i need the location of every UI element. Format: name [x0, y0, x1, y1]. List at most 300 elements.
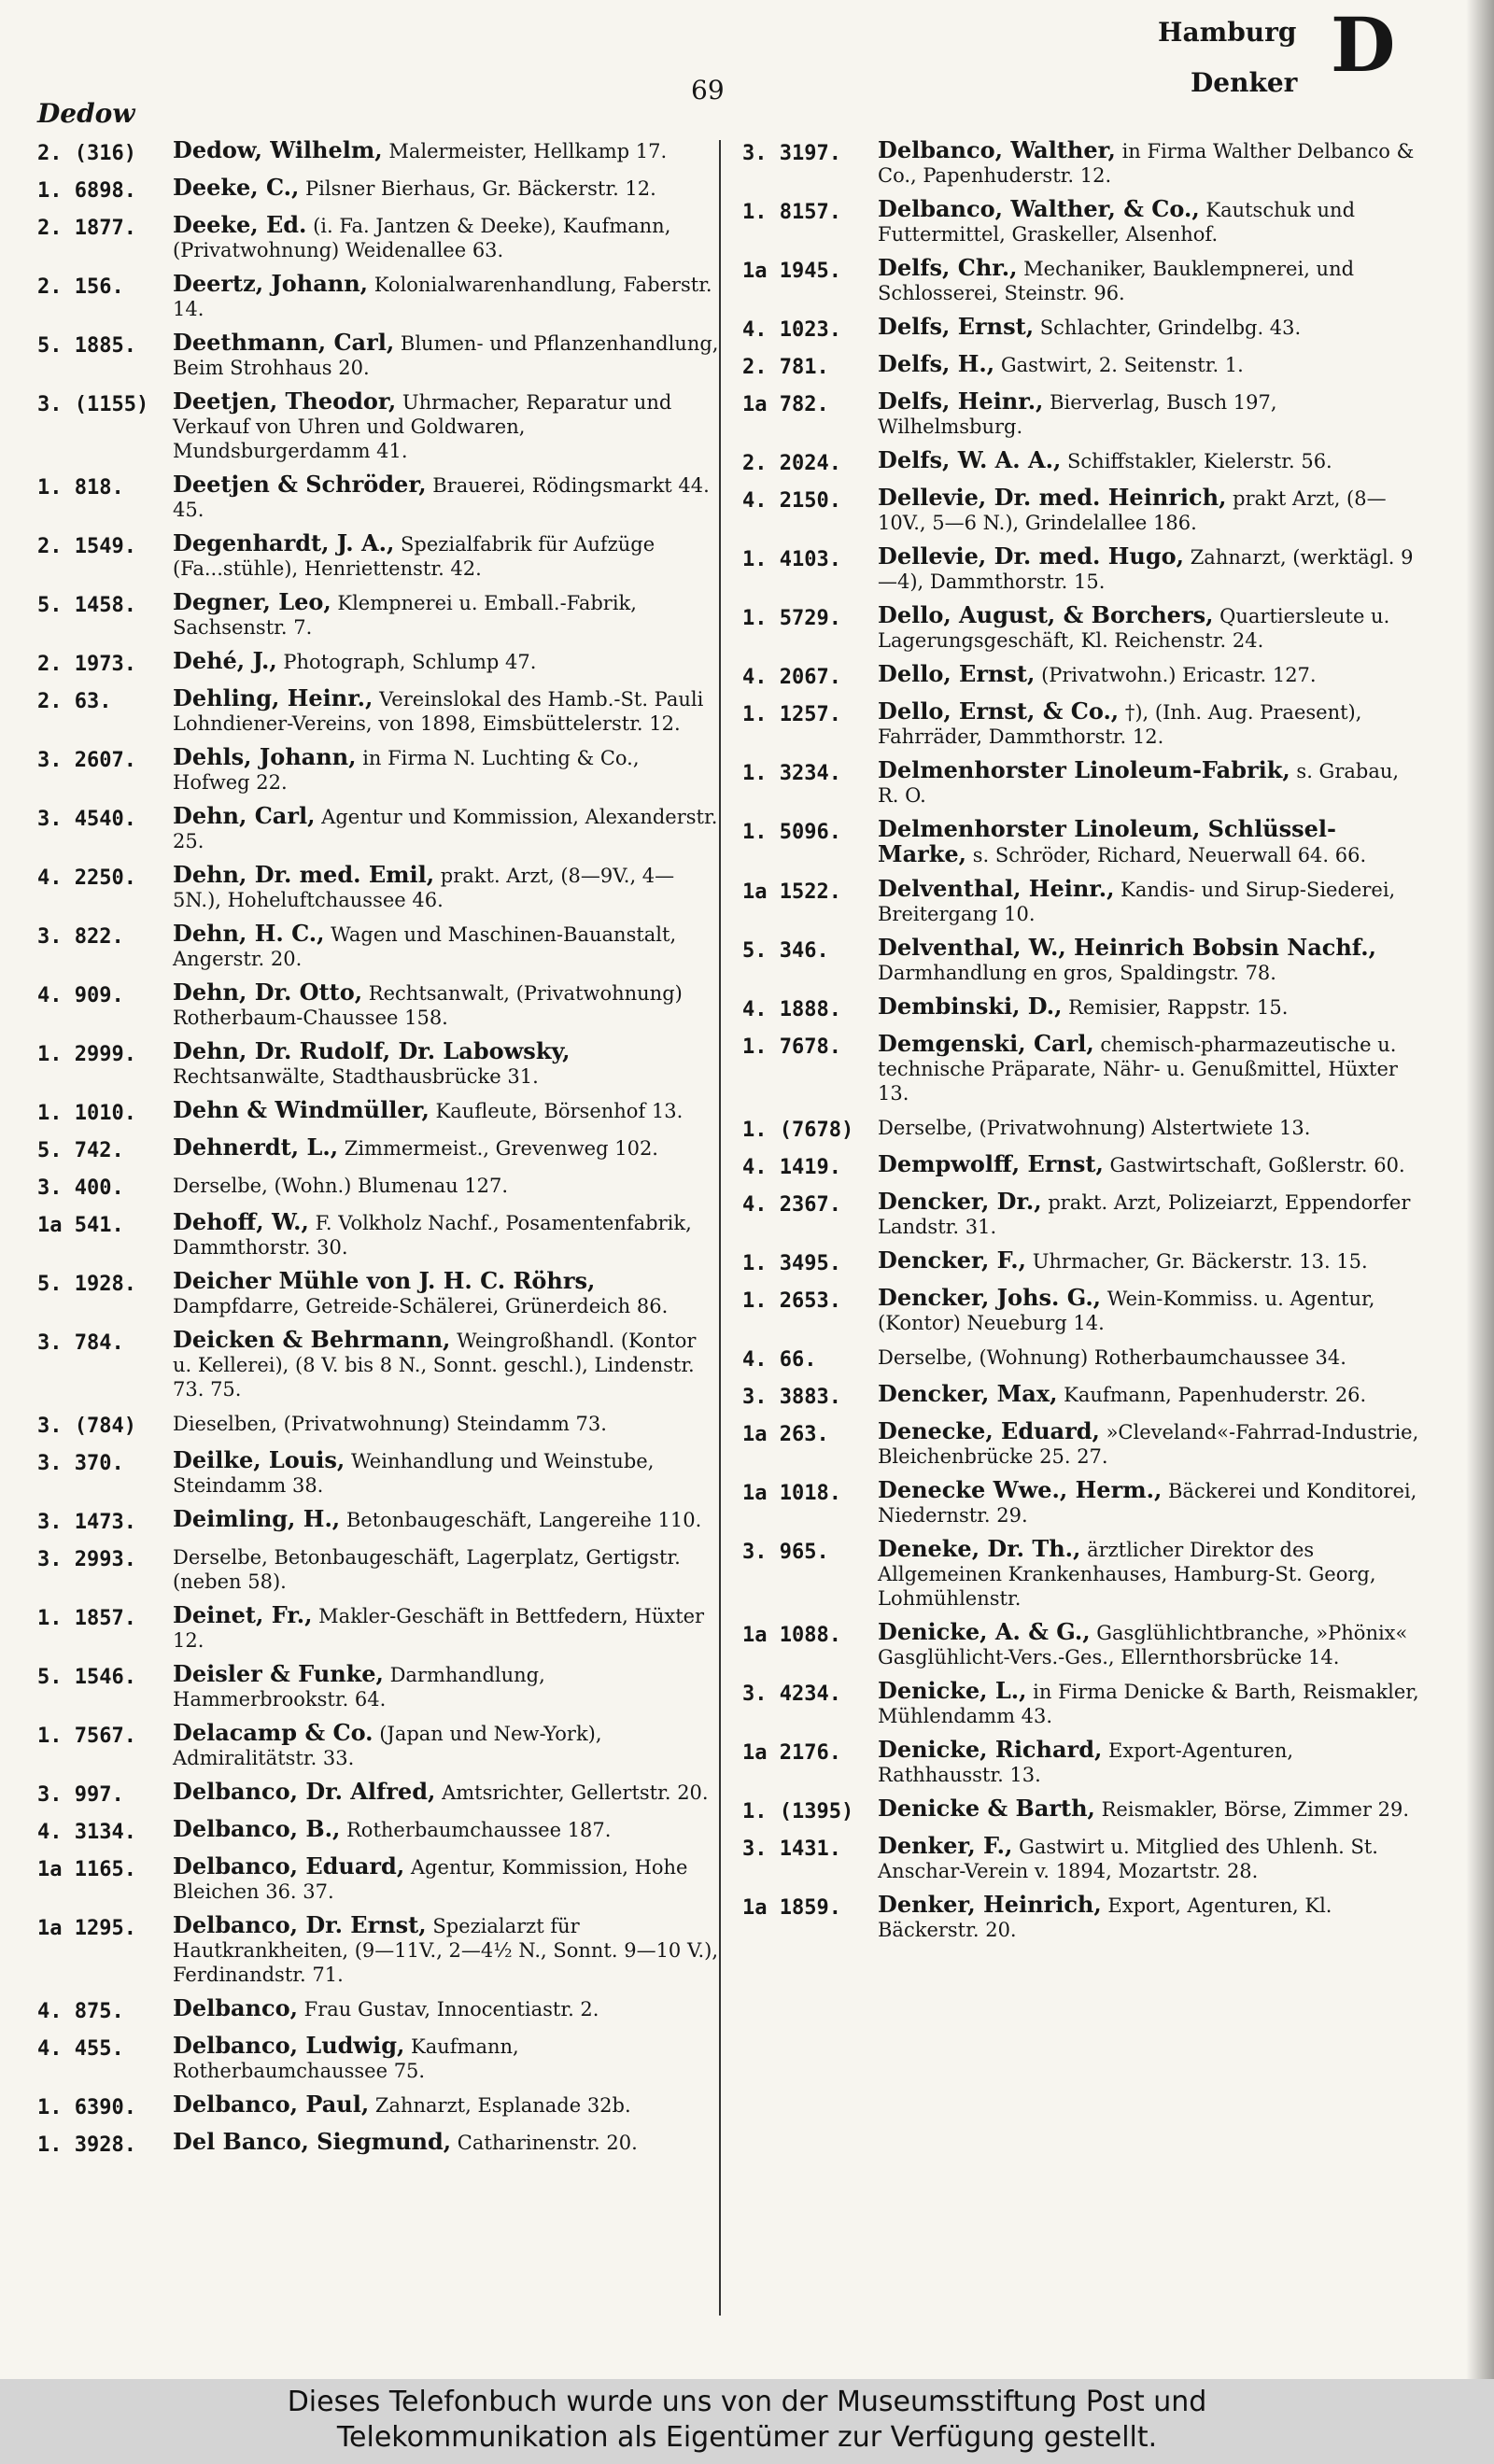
- entry-details: Derselbe, (Privatwohnung) Alstertwiete 13.: [878, 1117, 1311, 1139]
- directory-entry: [37, 1817, 719, 1845]
- directory-entry: [37, 686, 719, 736]
- directory-entry: [742, 256, 1424, 305]
- entry-name: Dehn, Dr. Otto,: [173, 979, 363, 1006]
- entry-text: [878, 1796, 1424, 1824]
- entry-name: Denecke Wwe., Herm.,: [878, 1476, 1163, 1503]
- entry-details: Weinhandlung und Weinstube, Steindamm 38.: [173, 1450, 655, 1497]
- phone-number: 1a 1295.: [37, 1917, 136, 1940]
- directory-entry: [37, 138, 719, 166]
- entry-details: Dieselben, (Privatwohnung) Steindamm 73.: [173, 1413, 607, 1435]
- entry-name: Delbanco, Paul,: [173, 2091, 370, 2118]
- phone-number: 3. 400.: [37, 1176, 124, 1200]
- phone-number: 3. 2607.: [37, 749, 136, 772]
- directory-entry: [37, 1662, 719, 1711]
- entry-text: [878, 1478, 1424, 1528]
- entry-details: Schiffstakler, Kielerstr. 56.: [1067, 450, 1332, 472]
- entry-text: [173, 980, 719, 1030]
- entry-name: Dembinski, D.,: [878, 993, 1063, 1020]
- phone-number: 1. 2999.: [37, 1043, 136, 1066]
- phone-number: 1a 263.: [742, 1423, 829, 1446]
- phone-number: 1. 1257.: [742, 703, 841, 726]
- directory-entry: [742, 1834, 1424, 1883]
- footer-line-2: Telekommunikation als Eigentümer zur Verfügung gestellt.: [336, 2421, 1158, 2454]
- entry-details: Wein-Kommiss. u. Agentur, (Kontor) Neueburg 14.: [878, 1288, 1375, 1334]
- phone-number: 1. 818.: [37, 476, 124, 500]
- entry-details: Pilsner Bierhaus, Gr. Bäckerstr. 12.: [305, 177, 656, 200]
- phone-number: 4. 1888.: [742, 998, 841, 1021]
- entry-name: Dehn, H. C.,: [173, 920, 325, 947]
- entry-text: [173, 1817, 719, 1845]
- entry-text: [878, 197, 1424, 246]
- phone-number: 2. (316): [37, 142, 136, 165]
- footer-line-1: Dieses Telefonbuch wurde uns von der Museumsstiftung Post und: [287, 2386, 1207, 2418]
- entry-name: Delbanco,: [173, 1994, 298, 2021]
- entry-name: Denicke, Richard,: [878, 1736, 1103, 1763]
- page-number: 69: [691, 75, 725, 106]
- entry-details: Remisier, Rappstr. 15.: [1068, 996, 1289, 1019]
- entry-name: Dencker, F.,: [878, 1246, 1026, 1274]
- entry-text: [173, 804, 719, 853]
- entry-text: [878, 1248, 1424, 1276]
- entry-details: †), (Inh. Aug. Praesent), Fahrräder, Dammthorstr. 12.: [878, 701, 1362, 748]
- phone-number: 5. 742.: [37, 1139, 124, 1162]
- directory-entry: [37, 649, 719, 677]
- phone-number: 1. 3928.: [37, 2133, 136, 2157]
- directory-entry: [742, 994, 1424, 1022]
- directory-entry: [37, 331, 719, 380]
- phone-number: 3. 784.: [37, 1331, 124, 1355]
- entry-details: Betonbaugeschäft, Langereihe 110.: [345, 1509, 702, 1531]
- entry-text: [173, 1448, 719, 1498]
- entry-details: Bäckerei und Konditorei, Niedernstr. 29.: [878, 1480, 1417, 1527]
- entry-details: Amtsrichter, Gellertstr. 20.: [442, 1781, 709, 1804]
- entry-details: Quartiersleute u. Lagerungsgeschäft, Kl. Reichenstr. 24.: [878, 605, 1390, 652]
- entry-text: [173, 389, 719, 463]
- entry-name: Deinet, Fr.,: [173, 1601, 313, 1628]
- entry-details: Export-Agenturen, Rathhausstr. 13.: [878, 1739, 1294, 1786]
- entry-name: Deertz, Johann,: [173, 270, 369, 297]
- entry-details: F. Volkholz Nachf., Posamentenfabrik, Dammthorstr. 30.: [173, 1212, 692, 1259]
- phone-number: 1. 2653.: [742, 1289, 841, 1313]
- phone-number: 1. 3234.: [742, 762, 841, 785]
- directory-entry: [742, 1152, 1424, 1180]
- entry-text: [173, 1210, 719, 1260]
- directory-entry: [742, 448, 1424, 476]
- entry-name: Deimling, H.,: [173, 1505, 341, 1532]
- phone-number: 5. 1928.: [37, 1273, 136, 1296]
- entry-details: (Japan und New-York), Admiralitätstr. 33.: [173, 1723, 602, 1769]
- entry-text: [173, 1854, 719, 1904]
- entry-name: Denicke & Barth,: [878, 1795, 1095, 1822]
- entry-details: Rechtsanwälte, Stadthausbrücke 31.: [173, 1065, 539, 1088]
- entry-details: Derselbe, Betonbaugeschäft, Lagerplatz, Gertigstr. (neben 58).: [173, 1546, 681, 1593]
- entry-text: [173, 1913, 719, 1987]
- entry-text: [878, 352, 1424, 380]
- entry-text: [878, 1115, 1424, 1143]
- phone-number: 1. 3495.: [742, 1252, 841, 1275]
- entry-name: Delfs, Heinr.,: [878, 387, 1044, 415]
- directory-entry: [37, 1448, 719, 1498]
- entry-details: Weingroßhandl. (Kontor u. Kellerei), (8 V. bis 8 N., Sonnt. geschl.), Lindenstr. 73. 75.: [173, 1330, 697, 1401]
- phone-number: 1a 1088.: [742, 1624, 841, 1647]
- entry-text: [878, 389, 1424, 439]
- entry-name: Dellevie, Dr. med. Heinrich,: [878, 484, 1227, 511]
- entry-details: Klempnerei u. Emball.-Fabrik, Sachsenstr. 7.: [173, 592, 637, 639]
- directory-entry: [37, 804, 719, 853]
- entry-details: Bierverlag, Busch 197, Wilhelmsburg.: [878, 391, 1277, 438]
- entry-details: s. Schröder, Richard, Neuerwall 64. 66.: [972, 844, 1367, 866]
- entry-text: [173, 863, 719, 912]
- phone-number: 1a 541.: [37, 1214, 124, 1237]
- entry-name: Delmenhorster Linoleum, Schlüssel-Marke,: [878, 815, 1337, 867]
- entry-details: Makler-Geschäft in Bettfedern, Hüxter 12.: [173, 1605, 705, 1652]
- phone-number: 3. 4540.: [37, 808, 136, 831]
- section-letter: D: [1331, 1, 1396, 89]
- entry-details: Darmhandlung, Hammerbrookstr. 64.: [173, 1664, 545, 1711]
- phone-number: 2. 1877.: [37, 217, 136, 240]
- entry-text: [173, 1173, 719, 1201]
- phone-number: 4. 2150.: [742, 489, 841, 513]
- entry-text: [878, 448, 1424, 476]
- entry-name: Degenhardt, J. A.,: [173, 529, 395, 556]
- entry-details: Gasglühlichtbranche, »Phönix« Gasglühlicht-Vers.-Ges., Ellernthorsbrücke 14.: [878, 1622, 1408, 1668]
- entry-name: Deisler & Funke,: [173, 1660, 384, 1687]
- directory-entry: [742, 1893, 1424, 1942]
- phone-number: 3. 822.: [37, 925, 124, 949]
- directory-entry: [37, 980, 719, 1030]
- entry-details: Kandis- und Sirup-Siederei, Breitergang 10.: [878, 879, 1396, 925]
- entry-text: [173, 213, 719, 262]
- phone-number: 5. 1458.: [37, 594, 136, 617]
- directory-entry: [37, 1913, 719, 1987]
- entry-name: Delfs, H.,: [878, 350, 995, 377]
- entry-details: chemisch-pharmazeutische u. technische Präparate, Nähr- u. Genußmittel, Hüxter 13.: [878, 1034, 1398, 1105]
- entry-details: Rotherbaumchaussee 187.: [346, 1819, 612, 1841]
- directory-entry: [742, 389, 1424, 439]
- entry-details: Spezialfabrik für Aufzüge (Fa...stühle), Henriettenstr. 42.: [173, 533, 655, 580]
- phone-number: 5. 1546.: [37, 1666, 136, 1689]
- entry-details: Kaufleute, Börsenhof 13.: [435, 1100, 684, 1122]
- directory-entry: [37, 863, 719, 912]
- entry-name: Denker, Heinrich,: [878, 1891, 1102, 1918]
- page-edge-shadow: [1466, 0, 1494, 2381]
- entry-details: in Firma N. Luchting & Co., Hofweg 22.: [173, 747, 640, 794]
- phone-number: 4. 875.: [37, 2000, 124, 2023]
- directory-entry: [37, 1039, 719, 1089]
- entry-details: Malermeister, Hellkamp 17.: [388, 140, 668, 162]
- entry-text: [173, 2034, 719, 2083]
- entry-details: Agentur und Kommission, Alexanderstr. 25.: [173, 806, 718, 852]
- entry-details: s. Grabau, R. O.: [878, 760, 1400, 807]
- entry-text: [878, 758, 1424, 808]
- entry-text: [173, 138, 719, 166]
- entry-name: Delbanco, Ludwig,: [173, 2032, 405, 2059]
- entry-name: Dedow, Wilhelm,: [173, 136, 383, 163]
- phone-number: 1. 4103.: [742, 548, 841, 571]
- right-guide-word: Denker: [1191, 67, 1298, 98]
- entry-details: Photograph, Schlump 47.: [283, 651, 537, 673]
- entry-text: [878, 1679, 1424, 1728]
- entry-name: Dello, August, & Borchers,: [878, 601, 1214, 628]
- city-heading: Hamburg: [1158, 17, 1297, 48]
- entry-text: [878, 138, 1424, 188]
- entry-text: [878, 936, 1424, 985]
- entry-text: [878, 256, 1424, 305]
- directory-entry: [742, 1419, 1424, 1469]
- entry-name: Delbanco, B.,: [173, 1815, 341, 1842]
- left-guide-word: Dedow: [37, 98, 135, 129]
- phone-number: 3. 4234.: [742, 1683, 841, 1706]
- entry-details: Gastwirtschaft, Goßlerstr. 60.: [1109, 1154, 1405, 1176]
- entry-name: Dello, Ernst,: [878, 660, 1036, 687]
- entry-details: Catharinenstr. 20.: [457, 2132, 638, 2154]
- entry-text: [173, 272, 719, 321]
- entry-name: Deetjen, Theodor,: [173, 387, 397, 415]
- entry-text: [878, 1286, 1424, 1335]
- directory-entry: [742, 315, 1424, 343]
- entry-text: [878, 877, 1424, 926]
- entry-details: (i. Fa. Jantzen & Deeke), Kaufmann, (Privatwohnung) Weidenallee 63.: [173, 215, 671, 261]
- entry-details: Mechaniker, Bauklempnerei, und Schlosserei, Steinstr. 96.: [878, 258, 1355, 304]
- entry-name: Delbanco, Eduard,: [173, 1852, 405, 1880]
- footer-notice: [0, 2379, 1494, 2464]
- entry-name: Dellevie, Dr. med. Hugo,: [878, 542, 1185, 570]
- directory-entry: [37, 745, 719, 795]
- directory-entry: [742, 1537, 1424, 1611]
- entry-name: Dehn, Dr. Rudolf, Dr. Labowsky,: [173, 1037, 571, 1064]
- entry-name: Denicke, L.,: [878, 1677, 1027, 1704]
- entry-details: Agentur, Kommission, Hohe Bleichen 36. 37.: [173, 1856, 688, 1903]
- entry-name: Dempwolff, Ernst,: [878, 1150, 1104, 1177]
- directory-entry: [37, 1411, 719, 1439]
- entry-details: Brauerei, Rödingsmarkt 44. 45.: [173, 474, 710, 521]
- entry-text: [878, 1893, 1424, 1942]
- directory-entry: [37, 2034, 719, 2083]
- entry-name: Dencker, Max,: [878, 1380, 1058, 1407]
- entry-name: Dehé, J.,: [173, 647, 277, 674]
- directory-entry: [37, 922, 719, 971]
- entry-text: [173, 176, 719, 204]
- directory-entry: [742, 1286, 1424, 1335]
- directory-entry: [37, 1603, 719, 1653]
- phone-number: 2. 1549.: [37, 535, 136, 558]
- phone-number: 4. 1023.: [742, 318, 841, 342]
- entry-details: Kolonialwarenhandlung, Faberstr. 14.: [173, 274, 712, 320]
- entry-details: Schlachter, Grindelbg. 43.: [1039, 317, 1302, 339]
- entry-details: Uhrmacher, Gr. Bäckerstr. 13. 15.: [1032, 1250, 1368, 1273]
- entry-name: Deilke, Louis,: [173, 1446, 345, 1473]
- directory-entry: [742, 1738, 1424, 1787]
- entry-name: Dehoff, W.,: [173, 1208, 309, 1235]
- entry-details: Kautschuk und Futtermittel, Graskeller, Alsenhof.: [878, 199, 1356, 246]
- phone-number: 3. 3883.: [742, 1386, 841, 1409]
- directory-entry: [37, 1269, 719, 1318]
- phone-number: 3. (784): [37, 1415, 136, 1438]
- phone-number: 3. 3197.: [742, 142, 841, 165]
- directory-entry: [742, 936, 1424, 985]
- entry-text: [173, 1039, 719, 1089]
- entry-name: Dehnerdt, L.,: [173, 1133, 339, 1161]
- directory-entry: [37, 2130, 719, 2158]
- phone-number: 2. 156.: [37, 275, 124, 299]
- entry-text: [878, 1620, 1424, 1669]
- entry-text: [173, 1098, 719, 1126]
- directory-entry: [742, 1190, 1424, 1239]
- directory-entry: [37, 1135, 719, 1163]
- phone-number: 5. 346.: [742, 939, 829, 963]
- directory-entry: [37, 176, 719, 204]
- entry-name: Delventhal, W., Heinrich Bobsin Nachf.,: [878, 934, 1376, 961]
- entry-details: Spezialarzt für Hautkrankheiten, (9—11V., 2—4½ N., Sonnt. 9—10 V.), Ferdinandstr. 71.: [173, 1915, 719, 1986]
- entry-text: [173, 1328, 719, 1401]
- entry-details: Kaufmann, Papenhuderstr. 26.: [1064, 1384, 1367, 1406]
- phone-number: 1. 1010.: [37, 1102, 136, 1125]
- phone-number: 3. 1473.: [37, 1511, 136, 1534]
- phone-number: 2. 1973.: [37, 653, 136, 676]
- entry-name: Deneke, Dr. Th.,: [878, 1535, 1081, 1562]
- phone-number: 1a 1018.: [742, 1482, 841, 1505]
- entry-name: Deicken & Behrmann,: [173, 1326, 451, 1353]
- entry-text: [173, 1603, 719, 1653]
- entry-text: [878, 544, 1424, 594]
- phone-number: 2. 63.: [37, 690, 112, 713]
- entry-text: [173, 590, 719, 640]
- directory-entry: [37, 213, 719, 262]
- entry-text: [173, 1721, 719, 1770]
- entry-text: [878, 662, 1424, 690]
- entry-name: Delfs, Chr.,: [878, 254, 1018, 281]
- entry-name: Dencker, Johs. G.,: [878, 1284, 1102, 1311]
- phone-number: 1. 5729.: [742, 607, 841, 630]
- directory-entry: [742, 1679, 1424, 1728]
- directory-entry: [742, 1115, 1424, 1143]
- entry-text: [878, 1537, 1424, 1611]
- phone-number: 4. 2367.: [742, 1193, 841, 1217]
- directory-entry: [742, 486, 1424, 535]
- entry-name: Denecke, Eduard,: [878, 1417, 1100, 1444]
- entry-name: Dehling, Heinr.,: [173, 684, 374, 711]
- entry-details: Derselbe, (Wohnung) Rotherbaumchaussee 34.: [878, 1346, 1346, 1369]
- phone-number: 3. (1155): [37, 393, 149, 416]
- entry-name: Delbanco, Walther, & Co.,: [878, 195, 1200, 222]
- phone-number: 1a 1522.: [742, 880, 841, 904]
- directory-entry: [742, 197, 1424, 246]
- directory-entry: [37, 531, 719, 581]
- directory-entry: [742, 138, 1424, 188]
- directory-entry: [37, 1996, 719, 2024]
- entry-text: [878, 994, 1424, 1022]
- entry-details: Frau Gustav, Innocentiastr. 2.: [303, 1998, 599, 2020]
- entry-text: [173, 472, 719, 522]
- entry-details: Vereinslokal des Hamb.-St. Pauli Lohndiener-Vereins, von 1898, Eimsbüttelerstr. 12.: [173, 688, 704, 735]
- phone-number: 1. (1395): [742, 1800, 854, 1823]
- entry-text: [878, 699, 1424, 749]
- directory-entry: [37, 1780, 719, 1808]
- phone-number: 1a 1859.: [742, 1896, 841, 1920]
- entry-text: [878, 1834, 1424, 1883]
- phone-number: 1a 1945.: [742, 260, 841, 283]
- entry-text: [878, 1419, 1424, 1469]
- directory-entry: [37, 1173, 719, 1201]
- entry-details: (Privatwohn.) Ericastr. 127.: [1041, 664, 1317, 686]
- directory-entry: [742, 1248, 1424, 1276]
- directory-entry: [742, 817, 1424, 867]
- entry-text: [173, 745, 719, 795]
- entry-text: [173, 531, 719, 581]
- entry-name: Dello, Ernst, & Co.,: [878, 697, 1120, 725]
- entry-details: Gastwirt, 2. Seitenstr. 1.: [1000, 354, 1244, 376]
- entry-text: [878, 486, 1424, 535]
- entry-text: [878, 1382, 1424, 1410]
- entry-details: prakt. Arzt, Polizeiarzt, Eppendorfer Landstr. 31.: [878, 1191, 1411, 1238]
- phone-number: 2. 781.: [742, 356, 829, 379]
- directory-entry: [37, 590, 719, 640]
- entry-text: [173, 1780, 719, 1808]
- entry-name: Del Banco, Siegmund,: [173, 2128, 452, 2155]
- phone-number: 3. 1431.: [742, 1837, 841, 1861]
- entry-text: [173, 331, 719, 380]
- directory-entry: [742, 699, 1424, 749]
- phone-number: 3. 2993.: [37, 1548, 136, 1571]
- directory-entry: [37, 2092, 719, 2120]
- entry-name: Deicher Mühle von J. H. C. Röhrs,: [173, 1267, 596, 1294]
- directory-entry: [742, 1345, 1424, 1373]
- directory-entry: [742, 1478, 1424, 1528]
- entry-text: [173, 1996, 719, 2024]
- entry-details: Kaufmann, Rotherbaumchaussee 75.: [173, 2035, 519, 2082]
- phone-number: 4. 455.: [37, 2037, 124, 2061]
- entry-details: ärztlicher Direktor des Allgemeinen Krankenhauses, Hamburg-St. Georg, Lohmühlenstr.: [878, 1539, 1376, 1610]
- entry-text: [173, 2130, 719, 2158]
- directory-entry: [742, 758, 1424, 808]
- phone-number: 3. 370.: [37, 1452, 124, 1475]
- entry-details: Wagen und Maschinen-Bauanstalt, Angerstr. 20.: [173, 923, 677, 970]
- entry-name: Denicke, A. & G.,: [878, 1618, 1091, 1645]
- entry-text: [878, 1032, 1424, 1105]
- entry-name: Dencker, Dr.,: [878, 1188, 1042, 1215]
- entry-name: Dehn & Windmüller,: [173, 1096, 430, 1123]
- directory-entry: [742, 603, 1424, 653]
- entry-text: [173, 922, 719, 971]
- phone-number: 1a 1165.: [37, 1858, 136, 1881]
- phone-number: 1a 782.: [742, 393, 829, 416]
- directory-entry: [37, 1544, 719, 1594]
- entry-name: Delfs, Ernst,: [878, 313, 1035, 340]
- entry-name: Deetjen & Schröder,: [173, 471, 427, 498]
- entry-text: [173, 1269, 719, 1318]
- entry-text: [173, 686, 719, 736]
- directory-entry: [37, 1721, 719, 1770]
- entry-text: [173, 1135, 719, 1163]
- phone-number: 1. (7678): [742, 1119, 854, 1142]
- entry-details: Zahnarzt, Esplanade 32b.: [374, 2094, 631, 2117]
- entry-name: Delventhal, Heinr.,: [878, 875, 1115, 902]
- entry-details: Dampfdarre, Getreide-Schälerei, Grünerdeich 86.: [173, 1295, 669, 1317]
- directory-entry: [37, 1328, 719, 1401]
- entry-details: in Firma Walther Delbanco & Co., Papenhuderstr. 12.: [878, 140, 1415, 187]
- directory-entry: [742, 1032, 1424, 1105]
- phone-number: 5. 1885.: [37, 334, 136, 358]
- phone-number: 1. 5096.: [742, 821, 841, 844]
- phone-number: 4. 909.: [37, 984, 124, 1007]
- directory-entry: [37, 389, 719, 463]
- directory-entry: [37, 1098, 719, 1126]
- phone-number: 3. 965.: [742, 1541, 829, 1564]
- entry-details: Rechtsanwalt, (Privatwohnung) Rotherbaum-Chaussee 158.: [173, 982, 683, 1029]
- entry-text: [173, 649, 719, 677]
- phone-number: 1. 6390.: [37, 2096, 136, 2119]
- phone-number: 3. 997.: [37, 1783, 124, 1807]
